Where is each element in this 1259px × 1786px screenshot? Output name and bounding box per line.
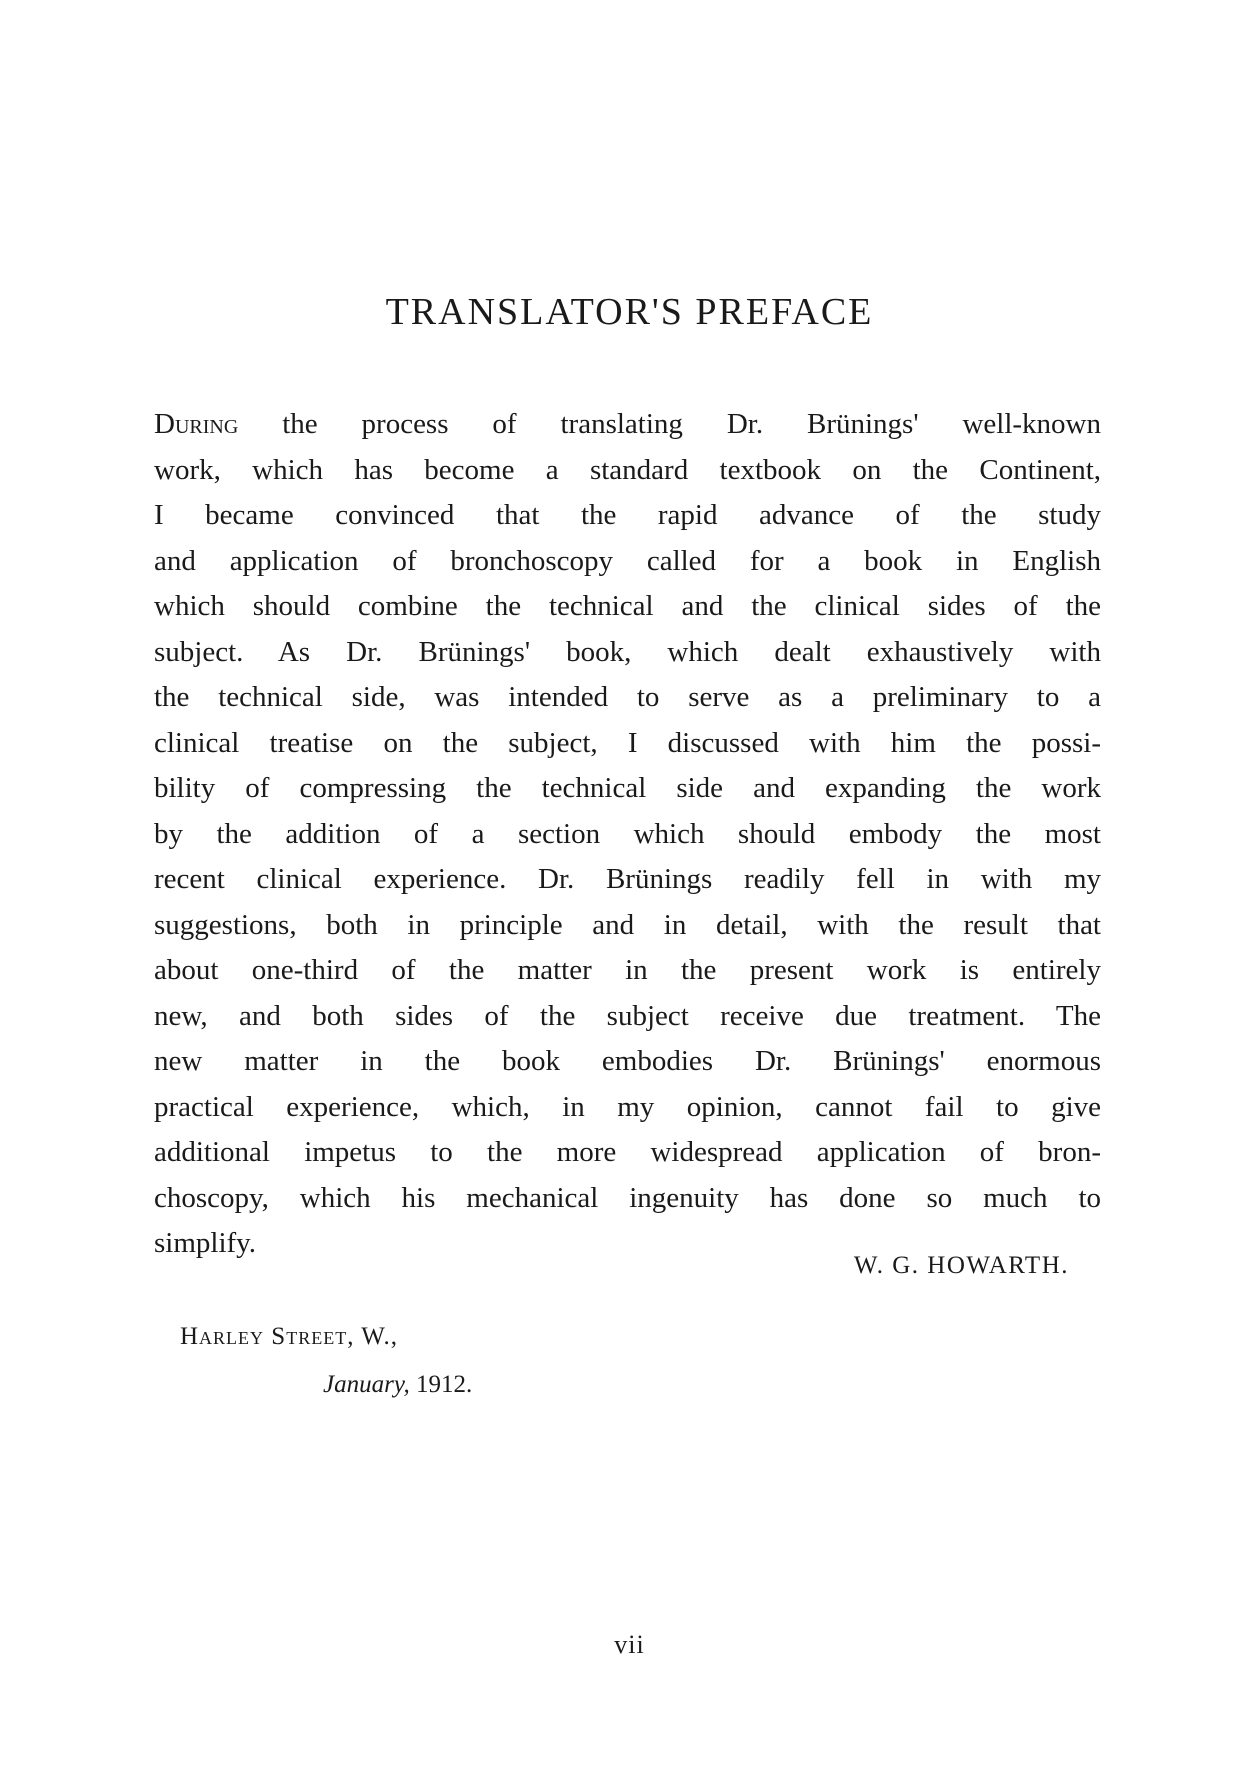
street-address: Harley Street, W.,	[180, 1323, 399, 1350]
address-block	[180, 1313, 472, 1409]
body-line: by the addition of a section which should embody the most	[154, 817, 1101, 850]
body-line: choscopy, which his mechanical ingenuity has done so much to	[154, 1181, 1101, 1214]
body-line: recent clinical experience. Dr. Brünings readily fell in with my	[154, 863, 1101, 895]
body-line: and application of bronchoscopy called for a book in English	[154, 544, 1101, 577]
date-line	[180, 1361, 472, 1409]
body-line: additional impetus to the more widespread application of bron-	[154, 1136, 1101, 1168]
body-line: about one-third of the matter in the present work is entirely	[154, 954, 1101, 986]
body-line: work, which has become a standard textbook on the Continent,	[154, 453, 1101, 486]
date-month: January,	[323, 1371, 410, 1398]
body-line: which should combine the technical and the clinical sides of the	[154, 590, 1101, 622]
body-line: simplify.	[154, 1227, 257, 1259]
translator-signature: W. G. HOWARTH.	[853, 1252, 1069, 1279]
preface-body	[154, 402, 1101, 1267]
body-line: subject. As Dr. Brünings' book, which dealt exhaustively with	[154, 635, 1101, 668]
drop-word: During	[154, 408, 239, 440]
body-line: suggestions, both in principle and in detail, with the result that	[154, 908, 1101, 941]
body-line: I became convinced that the rapid advance of the study	[154, 499, 1101, 531]
date-year: 1912.	[416, 1371, 473, 1398]
body-line	[154, 402, 1101, 448]
body-line: new matter in the book embodies Dr. Brünings' enormous	[154, 1045, 1101, 1077]
body-line: clinical treatise on the subject, I discussed with him the possi-	[154, 726, 1101, 759]
page-title: TRANSLATOR'S PREFACE	[385, 291, 874, 333]
body-line: bility of compressing the technical side and expanding the work	[154, 772, 1101, 804]
body-line: new, and both sides of the subject receive due treatment. The	[154, 999, 1101, 1032]
body-line: the technical side, was intended to serve as a preliminary to a	[154, 681, 1101, 713]
body-line-text: the process of translating Dr. Brünings' well-known	[238, 408, 1101, 440]
body-line: practical experience, which, in my opinion, cannot fail to give	[154, 1090, 1101, 1123]
page-number: vii	[614, 1630, 645, 1659]
